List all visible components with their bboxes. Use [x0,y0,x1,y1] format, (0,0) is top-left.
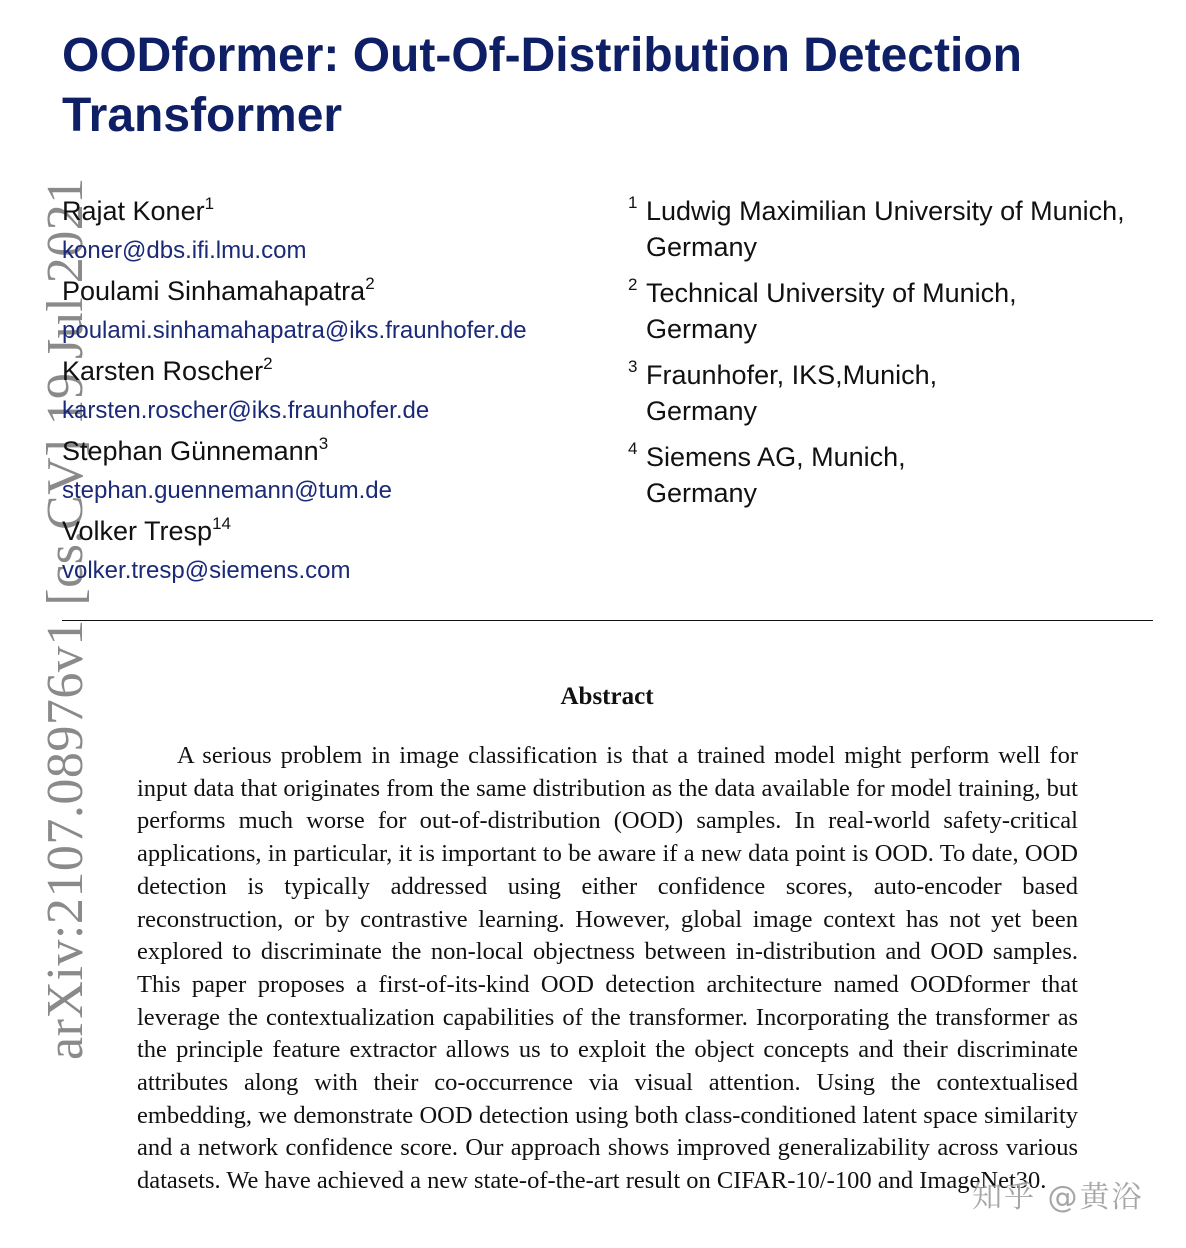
author-email-link[interactable]: stephan.guennemann@tum.de [62,477,392,504]
author-name: Rajat Koner [62,196,205,226]
author-email-link[interactable]: poulami.sinhamahapatra@iks.fraunhofer.de [62,317,527,344]
author-name: Volker Tresp [62,516,213,546]
author-name: Stephan Günnemann [62,436,319,466]
author-name: Karsten Roscher [62,356,264,386]
paper-title: OODformer: Out-Of-Distribution Detection Transformer [62,29,1022,142]
affiliation-institution: Technical University of Munich, [646,278,1017,308]
author-list [62,193,622,593]
affiliation-country: Germany [646,478,758,508]
affiliation-institution: Fraunhofer, IKS,Munich, [646,360,938,390]
affiliation-list [628,193,1178,521]
author-entry [62,433,622,513]
affiliation-entry [628,193,1178,265]
author-email-link[interactable]: koner@dbs.ifi.lmu.com [62,237,307,264]
affiliation-country: Germany [646,396,758,426]
abstract-text: A serious problem in image classification is that a trained model might perform well for input data that originates from the same distribution as the data available for model training, but performs much worse for out-of-distribution (OOD) samples. In real-world safety-critical applications, in particular, it is important to be aware if a new data point is OOD. To date, OOD detection is typically addressed using either confidence scores, auto-encoder based reconstruction, or by contrastive learning. However, global image context has not yet been explored to discriminate the non-local objectness between in-distribution and OOD samples. This paper proposes a first-of-its-kind OOD detection architecture named OODformer that leverage the contextualization capabilities of the transformer. Incorporating the transformer as the principle feature extractor allows us to exploit the object concepts and their discriminate attributes along with their co-occurrence via visual attention. Using the contextualised embedding, we demonstrate OOD detection using both class-conditioned latent space similarity and a network confidence score. Our approach shows improved generalizability across various datasets. We have achieved a new state-of-the-art result on CIFAR-10/-100 and ImageNet30. [137,742,1078,1195]
author-entry [62,513,622,593]
affiliation-number: 2 [628,275,638,294]
author-email-link[interactable]: karsten.roscher@iks.fraunhofer.de [62,397,430,424]
zhihu-watermark: 知乎 @黄浴 [972,1180,1144,1215]
affiliation-country: Germany [646,314,758,344]
author-name: Poulami Sinhamahapatra [62,276,366,306]
author-entry [62,193,622,273]
affiliation-institution: Siemens AG, Munich, [646,442,906,472]
affiliation-marker: 2 [365,274,375,293]
section-divider [62,620,1153,621]
affiliation-marker: 3 [318,434,329,453]
affiliation-marker: 14 [212,514,231,533]
affiliation-number: 1 [628,193,638,212]
affiliation-institution: Ludwig Maximilian University of Munich, [646,196,1125,226]
author-entry [62,353,622,433]
author-email-link[interactable]: volker.tresp@siemens.com [62,557,351,584]
affiliation-number: 4 [628,439,638,458]
author-entry [62,273,622,353]
affiliation-entry [628,439,1178,511]
abstract-heading: Abstract [560,683,654,710]
affiliation-marker: 2 [263,354,273,373]
affiliation-entry [628,275,1178,347]
affiliation-entry [628,357,1178,429]
affiliation-country: Germany [646,232,758,262]
affiliation-marker: 1 [204,194,215,213]
arxiv-identifier-stamp: arXiv:2107.08976v1 [cs.CV] 19 Jul 2021 [37,177,94,1060]
affiliation-number: 3 [628,357,638,376]
